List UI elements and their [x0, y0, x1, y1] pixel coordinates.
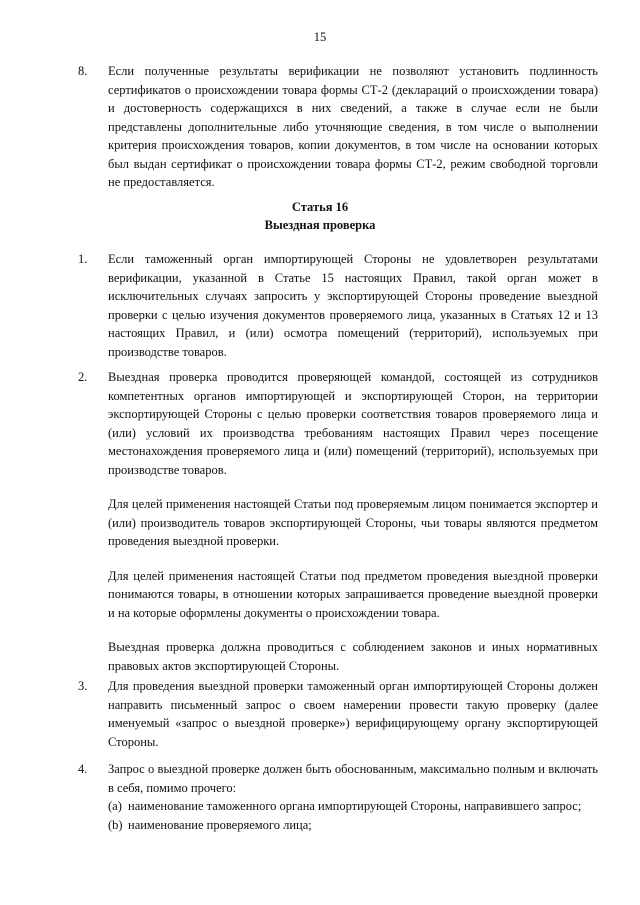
item-4-text: Запрос о выездной проверке должен быть обоснованным, максимально полным и включать в себя, помимо прочего: — [108, 762, 598, 795]
page-number: 15 — [313, 30, 327, 44]
item-2-text: Выездная проверка проводится проверяющей командой, состоящей из сотрудников компетентных органов импортирующей и экспортирующей Сторон, на территории экспортирующей Стороны с целью проверки соответствия товаров проверяемого лица и (или) условий их производства требованиям настоящих Правил через посещение местонахождения проверяемого лица и (или) помещений (территорий), используемых при производстве товаров. — [108, 370, 598, 477]
article-number: Статья 16 — [291, 200, 349, 214]
item-2-number: 2. — [78, 370, 88, 384]
sub-item-a-text: наименование таможенного органа импортирующей Стороны, направившего запрос; — [128, 799, 582, 813]
sub-item-b-label: (b) — [108, 817, 123, 832]
item-8-text: Если полученные результаты верификации не позволяют установить подлинность сертификатов о происхождении товара формы СТ-2 (деклараций о происхождении товара) и достоверность содержащихся в них сведений, а также в случае если не были представлены дополнительные либо уточняющие сведения, в том числе о выполнении критерия происхождения товаров, копии документов, в том числе на основании которых был выдан сертификат о происхождении товара формы СТ-2, режим свободной торговли не предоставляется. — [108, 64, 598, 189]
sub-item-a — [108, 797, 598, 816]
item-3-number: 3. — [78, 679, 88, 693]
sub-item-a-label: (a) — [108, 799, 122, 813]
item-2-paragraph-3: Для целей применения настоящей Статьи под предметом проведения выездной проверки понимаются товары, в отношении которых запрашивается проведение выездной проверки и на которые оформлены документы о происхождении товара. — [108, 568, 598, 620]
item-1-number: 1. — [78, 252, 88, 266]
item-4-number: 4. — [78, 762, 88, 776]
item-2-paragraph-2: Для целей применения настоящей Статьи под проверяемым лицом понимается экспортер и (или) производитель товаров экспортирующей Стороны, чьи товары являются предметом проведения выездной проверки. — [108, 497, 598, 548]
sub-item-b-text: наименование проверяемого лица; — [128, 817, 312, 832]
item-1 — [78, 250, 598, 361]
item-3-text: Для проведения выездной проверки таможенный орган импортирующей Стороны должен направить письменный запрос о своем намерении провести такую проверку (далее именуемый «запрос о выездной проверке») верифицирующему органу экспортирующей Стороны. — [108, 679, 598, 749]
item-8 — [78, 62, 598, 192]
item-3 — [78, 677, 598, 751]
item-2 — [78, 368, 598, 675]
article-title: Выездная проверка — [264, 218, 376, 232]
item-4 — [78, 760, 598, 834]
sub-item-b — [108, 816, 598, 835]
item-8-number: 8. — [78, 64, 88, 78]
item-1-text: Если таможенный орган импортирующей Стороны не удовлетворен результатами верификации, указанной в Статье 15 настоящих Правил, такой орган может в исключительных случаях запросить у экспортирующей Стороны проведение выездной проверки с целью изучения документов проверяемого лица, указанных в Статьях 12 и 13 настоящих Правил, и (или) осмотра помещений (территорий), используемых при производстве товаров. — [108, 252, 598, 359]
item-2-paragraph-4: Выездная проверка должна проводиться с соблюдением законов и иных нормативных правовых актов экспортирующей Стороны. — [108, 640, 598, 673]
